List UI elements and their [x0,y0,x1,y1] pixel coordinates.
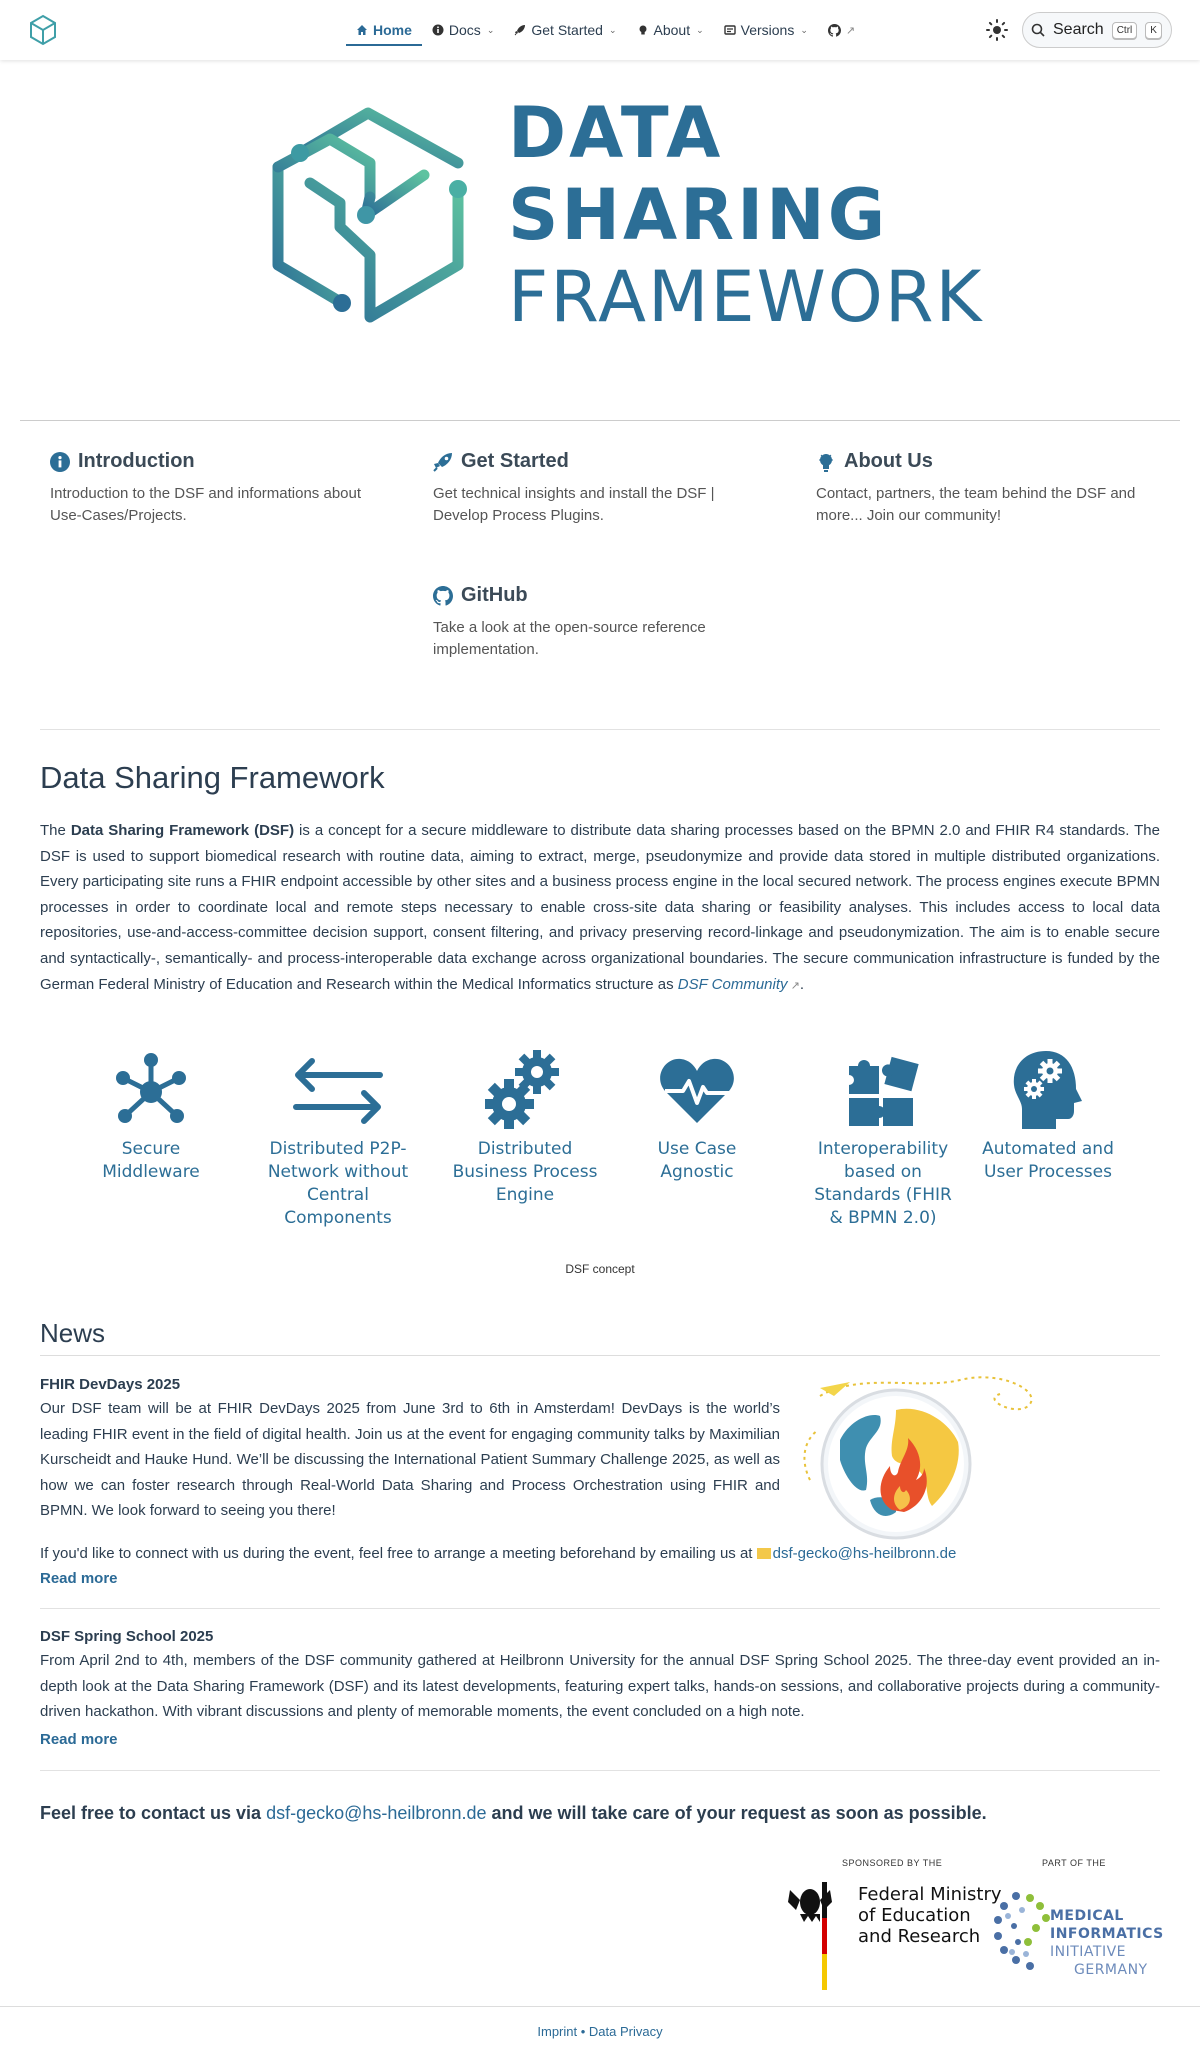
feature-get-started[interactable] [433,450,763,527]
dsf-community-link[interactable]: DSF Community [677,975,788,993]
concept-label: Distributed Business Process Engine [452,1139,598,1205]
feature-title[interactable]: About Us [844,450,933,472]
intro-paragraph [40,818,1160,999]
news-text-spring-school: From April 2nd to 4th, members of the DSF community gathered at Heilbronn University for the annual DSF Spring School 2025. The three-day event provided an in-depth look at the Data Sharing Framework (DSF) and its latest developments, featuring expert talks, hands-on sessions, and collaborative projects during a community-driven hackathon. With vibrant discussions and plenty of memorable moments, the event concluded on a high note. [40,1652,1160,1721]
chevron-down-icon: ⌄ [800,24,808,35]
feature-github[interactable] [433,584,763,661]
info-icon [50,452,70,472]
hero-line-2: SHARING [508,174,889,256]
kbd-k: K [1145,22,1162,39]
concept-process-engine [450,1050,600,1207]
hero-divider [20,420,1180,421]
puzzle-icon [843,1052,923,1128]
external-link-icon: ↗ [845,24,856,37]
feature-desc: Introduction to the DSF and informations about Use-Cases/Projects. [50,485,362,524]
lightbulb-icon [637,24,649,36]
concept-label: Interoperability based on Standards (FHIR & BPMN 2.0) [814,1139,952,1228]
hero-line-1: DATA [508,92,724,174]
kbd-ctrl: Ctrl [1112,22,1138,39]
nav-versions-label: Versions [740,22,795,38]
chevron-down-icon: ⌄ [696,24,704,35]
github-icon [828,24,841,37]
home-icon [356,24,368,36]
search-icon [1031,23,1045,37]
news-divider [40,1355,1160,1356]
news-title-devdays: FHIR DevDays 2025 [40,1376,181,1393]
bmbf-line-3: and Research [858,1926,981,1947]
mii-line-3: INITIATIVE [1050,1944,1127,1960]
nav-github[interactable] [818,0,865,60]
chevron-down-icon: ⌄ [608,24,617,35]
gears-icon [485,1050,565,1130]
mii-line-4: GERMANY [1074,1962,1148,1978]
contact-email-link[interactable]: dsf-gecko@hs-heilbronn.de [266,1803,487,1823]
arrows-icon [290,1055,386,1125]
feature-desc: Contact, partners, the team behind the DSF and more... Join our community! [816,485,1136,524]
news-heading: News [40,1318,106,1348]
concept-label: Automated and User Processes [982,1139,1114,1182]
contact-line [40,1803,987,1824]
mii-name [1050,1907,1164,1979]
lightbulb-icon [816,452,836,472]
nav-versions[interactable] [714,0,818,60]
concept-automated-processes [973,1050,1123,1184]
concept-label: Distributed P2P- Network without Central Components [267,1139,409,1228]
rocket-icon [514,24,526,36]
main-nav [346,0,865,60]
feature-title[interactable]: Introduction [78,450,195,472]
news-item-divider [40,1608,1160,1609]
concept-label: Use Case Agnostic [657,1139,737,1182]
concept-use-case-agnostic [622,1050,772,1184]
feature-title-row [433,584,763,607]
dsf-logo-icon[interactable] [28,14,58,46]
news-text2: If you'd like to connect with us during the event, feel free to arrange a meeting beforehand by emailing us at [40,1545,757,1562]
feature-title-row [50,450,380,473]
nav-about[interactable] [627,0,714,60]
concept-p2p-network [263,1050,413,1230]
mii-line-2: INFORMATICS [1050,1926,1164,1942]
imprint-link[interactable]: Imprint [537,2024,578,2039]
versions-icon [724,24,736,36]
feature-introduction[interactable] [50,450,380,527]
search-button[interactable] [1022,12,1172,48]
read-more-devdays[interactable]: Read more [40,1570,118,1587]
head-gears-icon [1010,1049,1086,1131]
nav-get-started[interactable] [504,0,626,60]
nav-docs-label: Docs [448,22,481,38]
mii-line-1: MEDICAL [1050,1908,1124,1924]
envelope-icon [757,1548,771,1559]
github-icon [433,586,453,606]
data-privacy-link[interactable]: Data Privacy [588,2024,663,2039]
concepts-figure [40,1050,1160,1250]
sun-icon[interactable] [985,18,1009,42]
footer-separator: • [577,2024,589,2039]
figure-caption: DSF concept [565,1262,635,1276]
contact-after: and we will take care of your request as soon as possible. [486,1803,987,1823]
top-navbar [0,0,1200,60]
nav-get-started-label: Get Started [531,22,603,38]
nav-home-label: Home [373,22,412,38]
rocket-icon [433,452,453,472]
feature-desc: Take a look at the open-source reference implementation. [433,619,706,658]
devdays-globe-image [800,1370,1050,1540]
feature-title-row [433,450,763,473]
footer-divider [0,2006,1200,2007]
network-icon [111,1052,191,1128]
intro-bold: Data Sharing Framework (DSF) [70,822,295,839]
intro-text-after: is a concept for a secure middleware to distribute data sharing processes based on the BPMN 2.0 and FHIR R4 standards. The DSF is used to support biomedical research with routine data, aiming to extract, merge, pseudonymize and provide data stored in multiple distributed organizations. Every participating site runs a FHIR endpoint accessible by other sites and a business process engine in the local secured network. The process engines execute BPMN processes in order to coordinate local and remote steps necessary to enable cross-site data sharing or feasibility analyses. This includes access to local data repositories, use-and-access-committee decision support, consent filtering, and privacy preserving record-linkage and pseudonymization. The aim is to enable secure and syntactically-, semantically- and process-interoperable data exchange across organizational boundaries. The secure communication infrastructure is funded by the German Federal Ministry of Education and Research within the Medical Informatics structure as [40,822,1160,993]
part-of-label: PART OF THE [1042,1858,1106,1868]
dsf-hero-logo [270,105,470,327]
nav-about-label: About [653,22,691,38]
hero-title [508,92,983,338]
bmbf-line-1: Federal Ministry [858,1884,1002,1905]
external-link-icon: ↗ [787,979,800,992]
footer [0,2024,1200,2039]
bmbf-line-2: of Education [858,1905,971,1926]
news-contact-line [40,1541,1160,1567]
read-more-spring-school[interactable]: Read more [40,1731,118,1748]
nav-home[interactable] [346,0,422,60]
bmbf-logo-icon [786,1882,836,1992]
info-icon [432,24,444,36]
section-heading-dsf: Data Sharing Framework [40,760,385,795]
intro-suffix: . [799,975,804,993]
section-divider [40,729,1160,730]
news-end-divider [40,1770,1160,1771]
search-label: Search [1053,21,1104,38]
feature-title-row [816,450,1146,473]
news-email-link[interactable]: dsf-gecko@hs-heilbronn.de [772,1545,957,1562]
intro-text-before: The [40,822,71,839]
nav-docs[interactable] [422,0,504,60]
concept-interoperability [808,1050,958,1230]
news-title-spring-school: DSF Spring School 2025 [40,1628,214,1645]
feature-about-us[interactable] [816,450,1146,527]
chevron-down-icon: ⌄ [486,24,495,35]
feature-title[interactable]: GitHub [461,584,528,606]
heart-pulse-icon [659,1055,735,1125]
news-text-devdays: Our DSF team will be at FHIR DevDays 2025 from June 3rd to 6th in Amsterdam! DevDays is the world’s leading FHIR event in the field of digital health. Join us at the event for engaging community talks by Maximilian Kurscheidt and Hauke Hund. We’ll be discussing the International Patient Summary Challenge 2025, as well as how we can foster research through Real-World Data Sharing and Process Orchestration using FHIR and BPMN. We look forward to seeing you there! [40,1400,780,1520]
concept-secure-middleware [76,1050,226,1184]
feature-title[interactable]: Get Started [461,450,569,472]
contact-before: Feel free to contact us via [40,1803,267,1823]
hero-line-3: FRAMEWORK [508,256,984,338]
feature-desc: Get technical insights and install the DSF | Develop Process Plugins. [433,485,715,524]
bmbf-name [858,1884,1002,1947]
concept-label: Secure Middleware [102,1139,200,1182]
sponsored-by-label: SPONSORED BY THE [842,1858,943,1868]
